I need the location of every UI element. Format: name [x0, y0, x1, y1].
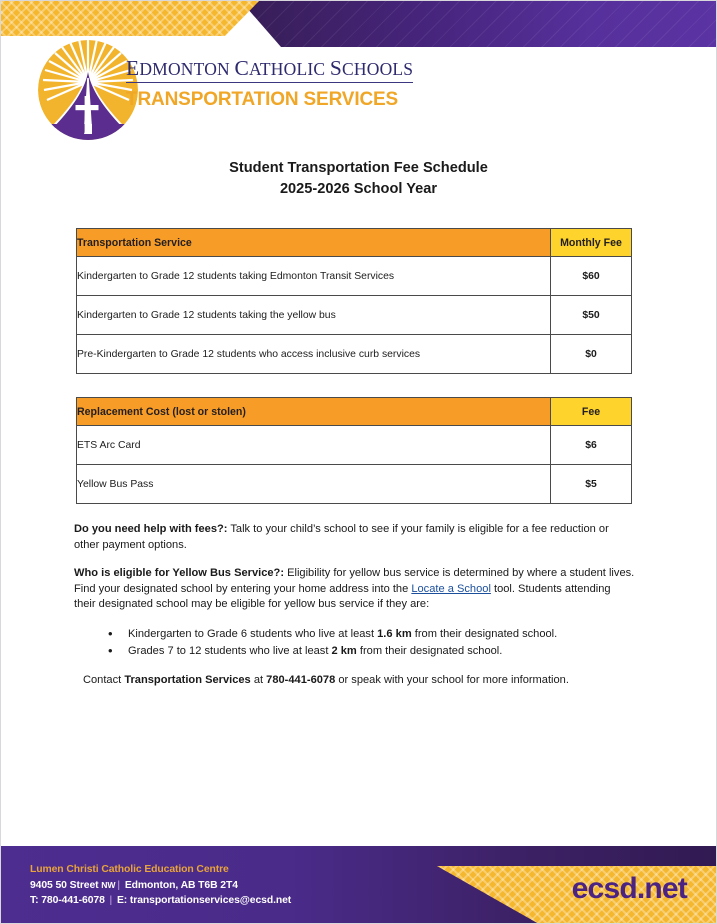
footer-separator-1: | [117, 879, 121, 891]
cell-item: Yellow Bus Pass [77, 465, 551, 504]
footer-street-address [30, 878, 291, 894]
replacement-cost-table [76, 397, 632, 504]
cell-fee: $0 [551, 335, 632, 374]
brand-wordmark [126, 57, 556, 111]
footer-contact-line [30, 893, 291, 909]
bullet-2-distance: 2 km [331, 644, 357, 657]
bullet-2-text-pre: Grades 7 to 12 students who live at least [128, 644, 332, 657]
footer-phone: T: 780-441-6078 [30, 895, 108, 906]
footer-address-block [30, 862, 291, 909]
cell-fee: $6 [551, 426, 632, 465]
body-content [74, 522, 635, 702]
bullet-2-text-post: from their designated school. [356, 644, 503, 657]
eligibility-criteria-list [74, 626, 635, 660]
paragraph-eligibility [74, 566, 635, 613]
brand-name-primary: EDMONTON CATHOLIC SCHOOLS [126, 57, 413, 83]
list-item [108, 643, 635, 660]
contact-department: Transportation Services [124, 673, 251, 686]
table-row [77, 296, 632, 335]
contact-phone: 780-441-6078 [266, 673, 336, 686]
heading-eligibility: Who is eligible for Yellow Bus Service?: [74, 567, 285, 580]
column-header-replacement-cost: Replacement Cost (lost or stolen) [77, 398, 551, 426]
cell-fee: $5 [551, 465, 632, 504]
page-title [0, 158, 717, 200]
transportation-fee-table [76, 228, 632, 374]
footer-separator-2: | [109, 895, 113, 906]
contact-post: or speak with your school for more information. [335, 673, 569, 686]
cell-service: Pre-Kindergarten to Grade 12 students who access inclusive curb services [77, 335, 551, 374]
column-header-monthly-fee: Monthly Fee [551, 229, 632, 257]
locate-a-school-link[interactable]: Locate a School [411, 582, 491, 595]
footer-street-direction: NW [101, 879, 116, 890]
footer-street: 9405 50 Street [30, 879, 102, 891]
cell-service: Kindergarten to Grade 12 students taking Edmonton Transit Services [77, 257, 551, 296]
footer-organization-name: Lumen Christi Catholic Education Centre [30, 864, 229, 875]
footer-band [0, 838, 717, 924]
table-row [77, 335, 632, 374]
bullet-1-distance: 1.6 km [377, 627, 412, 640]
bullet-1-text-post: from their designated school. [411, 627, 558, 640]
column-header-fee: Fee [551, 398, 632, 426]
table-row [77, 426, 632, 465]
table-row [77, 465, 632, 504]
table-row [77, 257, 632, 296]
contact-mid: at [250, 673, 267, 686]
sunburst-road-cross-logo-icon [36, 38, 140, 142]
footer-website-url: ecsd.net [571, 872, 687, 905]
cell-fee: $50 [551, 296, 632, 335]
footer-city-postal: Edmonton, AB T6B 2T4 [122, 879, 238, 891]
page-title-line-1: Student Transportation Fee Schedule [229, 160, 488, 176]
cell-fee: $60 [551, 257, 632, 296]
cell-service: Kindergarten to Grade 12 students taking the yellow bus [77, 296, 551, 335]
column-header-service: Transportation Service [77, 229, 551, 257]
text-eligibility-part-1: Eligibility for yellow bus service is determined by where a student lives. Find your designated school by entering your home address into the [74, 567, 635, 595]
heading-fee-help: Do you need help with fees?: [74, 523, 228, 535]
contact-pre: Contact [83, 673, 125, 686]
paragraph-fee-help [74, 522, 635, 553]
table-header-row [77, 398, 632, 426]
list-item [108, 626, 635, 643]
footer-email: E: transportationservices@ecsd.net [114, 895, 292, 906]
page-title-line-2: 2025-2026 School Year [279, 181, 438, 197]
cell-item: ETS Arc Card [77, 426, 551, 465]
text-fee-help: Talk to your child’s school to see if your family is eligible for a fee reduction or other payment options. [74, 523, 609, 551]
bullet-1-text-pre: Kindergarten to Grade 6 students who live at least [128, 627, 378, 640]
brand-name-department: TRANSPORTATION SERVICES [126, 88, 399, 110]
paragraph-contact [74, 673, 635, 689]
table-header-row [77, 229, 632, 257]
text-eligibility-part-2: tool. Students attending their designated school may be eligible for yellow bus service if they are: [74, 582, 611, 611]
